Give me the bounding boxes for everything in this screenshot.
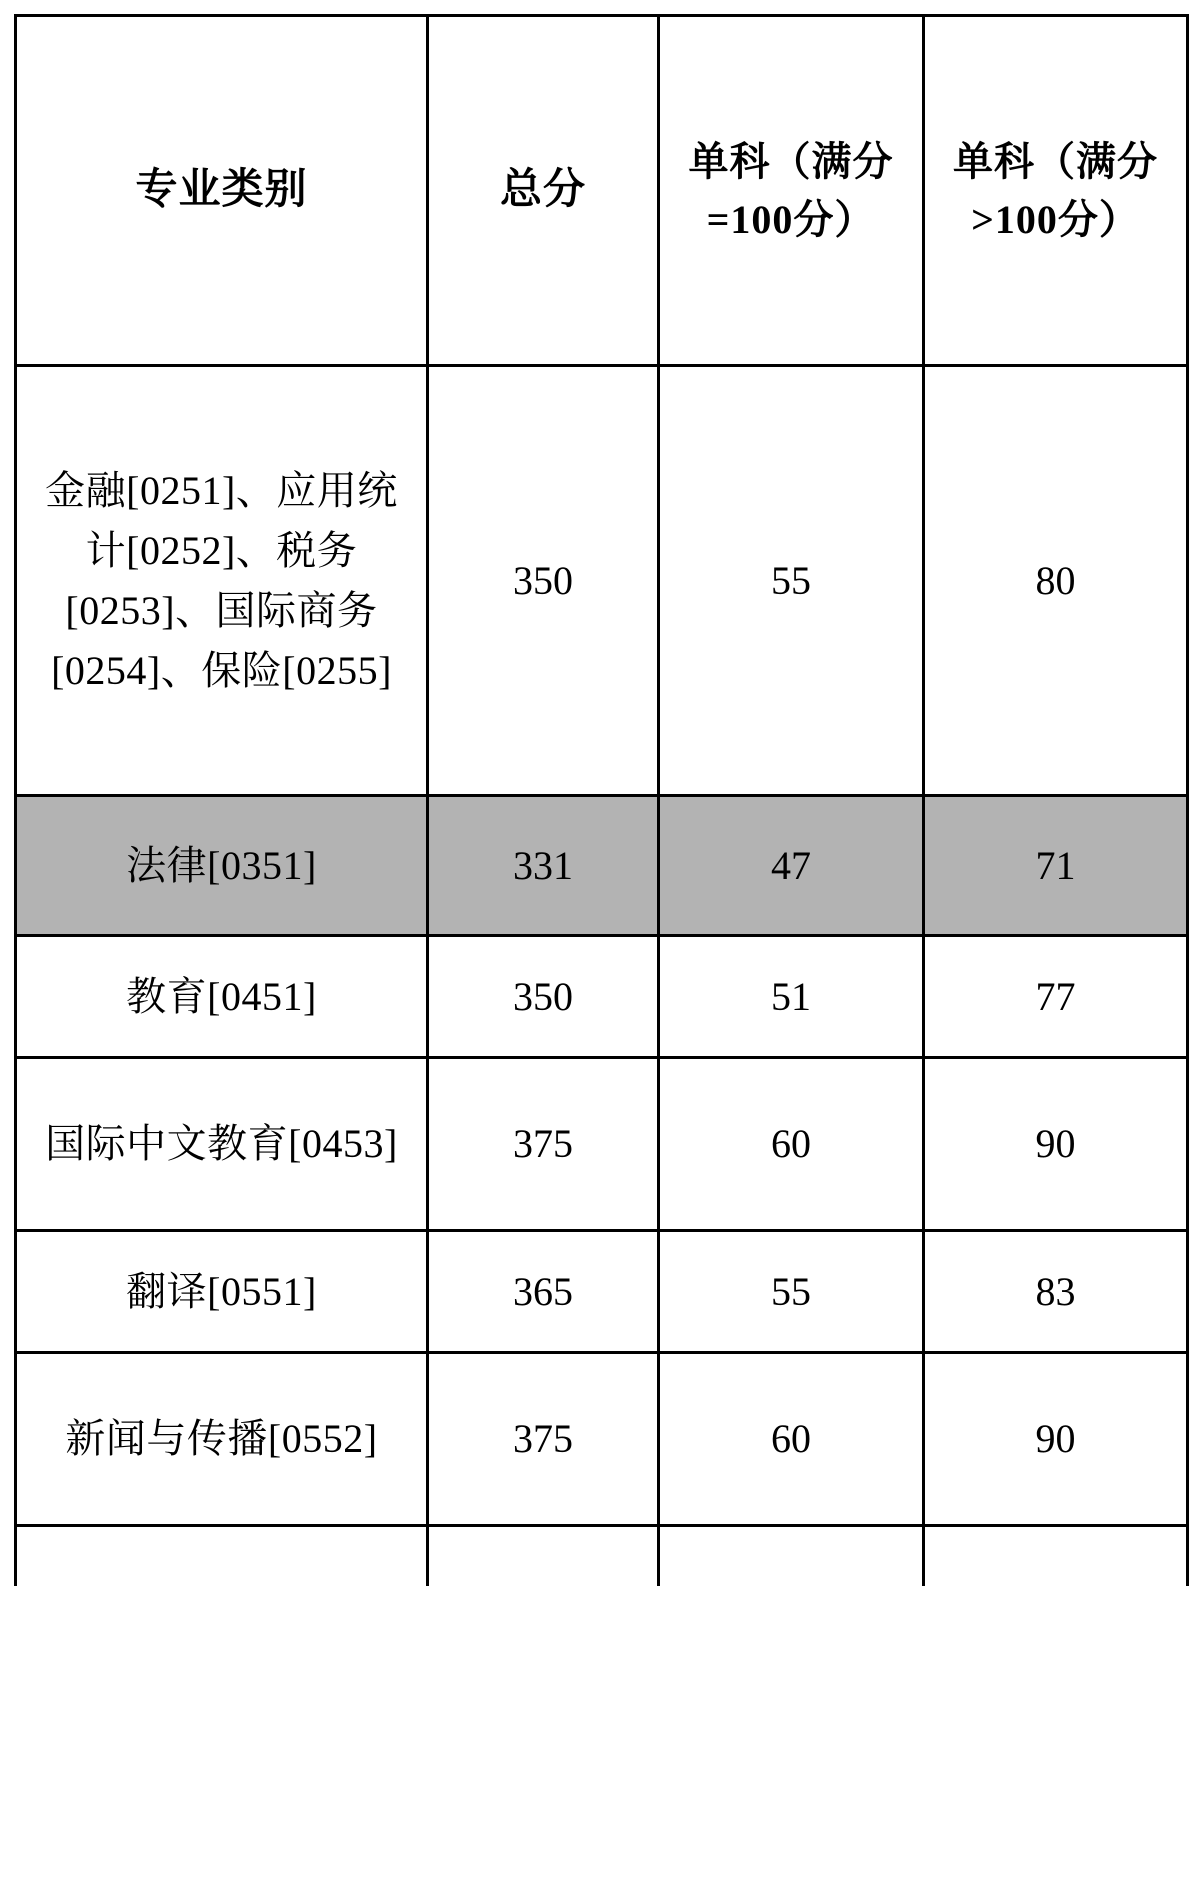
cell-single-eq-100: 47 [659, 796, 924, 936]
cell-single-gt-100: 77 [924, 936, 1188, 1058]
cell-single-eq-100: 55 [659, 1231, 924, 1353]
cell-total-score: 350 [428, 366, 659, 796]
table-row [16, 366, 1188, 796]
table-row [16, 1353, 1188, 1526]
cell-category: 翻译[0551] [16, 1231, 428, 1353]
cell-single-eq-100: 60 [659, 1058, 924, 1231]
cell-total-score: 350 [428, 936, 659, 1058]
cell-total-score: 375 [428, 1058, 659, 1231]
cell-category: 教育[0451] [16, 936, 428, 1058]
cell-single-gt-100: 90 [924, 1353, 1188, 1526]
table-row [16, 1231, 1188, 1353]
cell-single-eq-100: 51 [659, 936, 924, 1058]
cell-single-eq-100-truncated [659, 1526, 924, 1586]
table-header-row [16, 16, 1188, 366]
cell-total-score: 331 [428, 796, 659, 936]
table-body [16, 366, 1188, 1586]
cell-category-truncated [16, 1526, 428, 1586]
table-header [16, 16, 1188, 366]
cell-single-gt-100: 83 [924, 1231, 1188, 1353]
column-header-total-score: 总分 [428, 16, 659, 366]
cell-category: 国际中文教育[0453] [16, 1058, 428, 1231]
cell-single-gt-100: 71 [924, 796, 1188, 936]
cell-single-gt-100: 90 [924, 1058, 1188, 1231]
table-row-truncated [16, 1526, 1188, 1586]
column-header-single-gt-100: 单科（满分>100分） [924, 16, 1188, 366]
table-row [16, 796, 1188, 936]
cell-category: 法律[0351] [16, 796, 428, 936]
table-row [16, 936, 1188, 1058]
cell-single-eq-100: 60 [659, 1353, 924, 1526]
cell-single-gt-100-truncated [924, 1526, 1188, 1586]
cell-category: 金融[0251]、应用统计[0252]、税务[0253]、国际商务[0254]、保险[0255] [16, 366, 428, 796]
cell-total-score: 365 [428, 1231, 659, 1353]
cell-category: 新闻与传播[0552] [16, 1353, 428, 1526]
cell-total-score: 375 [428, 1353, 659, 1526]
score-threshold-table [14, 14, 1189, 1586]
column-header-category: 专业类别 [16, 16, 428, 366]
cell-single-gt-100: 80 [924, 366, 1188, 796]
table-row [16, 1058, 1188, 1231]
column-header-single-eq-100: 单科（满分=100分） [659, 16, 924, 366]
cell-single-eq-100: 55 [659, 366, 924, 796]
cell-total-score-truncated [428, 1526, 659, 1586]
